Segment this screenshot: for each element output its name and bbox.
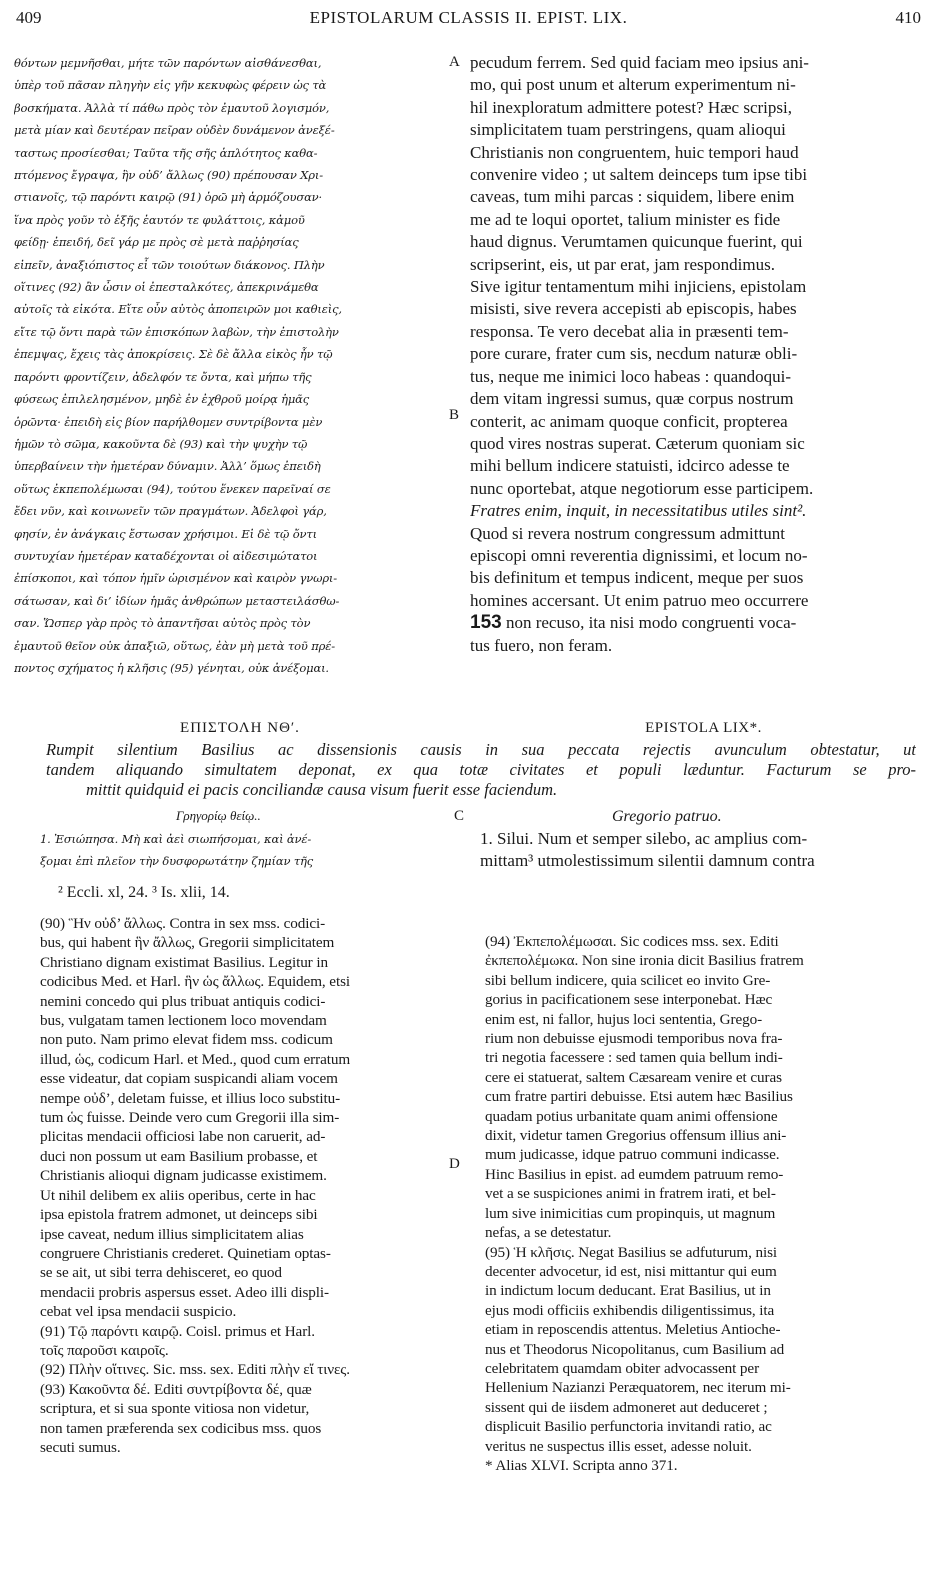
latin-text-line: caveas, tum mihi parcas : siquidem, libere enim [470, 187, 795, 207]
latin-text-line: misisti, sive revera accepisti ab episcopis, habes [470, 299, 797, 319]
note-line: mendacii probris aspersus esset. Adeo illi displi- [40, 1283, 329, 1301]
note-line: tri negotia facessere : sed tamen quia bellum indi- [485, 1049, 783, 1067]
greek-text-line: σάτωσαν, καὶ δι’ ἰδίων ἡμᾶς ἀνθρώπων μεταστειλάσθω- [14, 593, 340, 608]
note-line: cum fratre partiri debuisse. Etsi autem hæc Basilius [485, 1088, 793, 1106]
latin-text-line: convenire video ; ut saltem deinceps tum ipse tibi [470, 165, 808, 185]
note-line: (95) Ἡ κλῆσις. Negat Basilius se adfuturum, nisi [485, 1243, 778, 1261]
note-line: (92) Πλὴν οἵτινες. Sic. mss. sex. Editi πλὴν εἴ τινες. [40, 1361, 350, 1379]
page-number-right: 410 [895, 8, 921, 27]
greek-text-line: μετὰ μίαν καὶ δευτέραν πεῖραν οὐδὲν δυνάμενον ἀνεξέ- [14, 123, 335, 138]
summary-line: mittit quidquid ei pacis conciliandæ causa visum fuerit esse faciendum. [86, 780, 558, 799]
note-line: τοῖς παροῦσι καιροῖς. [40, 1341, 169, 1359]
note-line: (93) Κακοῦντα δέ. Editi συντρίβοντα δέ, quæ [40, 1380, 312, 1398]
note-line: ejus modi officiis exhibendis diligentissimus, ita [485, 1301, 775, 1319]
latin-text-column [470, 52, 925, 657]
greek-text-line: φησίν, ἐν ἀνάγκαις ἔστωσαν χρήσιμοι. Εἰ δὲ τῷ ὄντι [14, 526, 317, 541]
note-line: Christiano dignam existimat Basilius. Legitur in [40, 953, 328, 971]
epistle-title-latin: EPISTOLA LIX*. [645, 720, 762, 736]
note-line: celebritatem quamdam obiter advocassent per [485, 1359, 760, 1377]
note-line: Hellenium Nazianzi Peræquatorem, nec iterum mi- [485, 1379, 791, 1397]
note-line: Ut nihil delibem ex aliis operibus, certe in hac [40, 1186, 316, 1204]
epistle-title-greek: ΕΠΙΣΤΟΛΗ ΝΘ′. [180, 720, 300, 736]
latin-text-line: Sive igitur tentamentum mihi injiciens, epistolam [470, 277, 807, 297]
greek-text-line: πτόμενος ἔγραψα, ἣν οὐδ’ ἄλλως (90) πρέπουσαν Χρι- [14, 168, 323, 183]
latin-text-fragment: non recuso, ita nisi modo congruenti voca- [501, 613, 797, 633]
column-marker-b: B [449, 407, 460, 423]
greek-text-line: ἐμαυτοῦ θεῖον οὐκ ἀπαξιῶ, οὕτως, ἐὰν μὴ μετὰ τοῦ πρέ- [14, 638, 336, 653]
latin-text-line: tus, neque me inimici loco habeas : quandoqui- [470, 366, 792, 386]
note-line: se se ait, ut sibi terra dehisceret, eo quod [40, 1264, 282, 1282]
scripture-references: ² Eccli. xl, 24. ³ Is. xlii, 14. [58, 884, 230, 901]
summary-line: tandem aliquando simultatem deponat, ex qua totæ civitates et populi læduntur. Facturum se pro- [46, 760, 916, 779]
note-line: secuti sumus. [40, 1438, 121, 1456]
greek-text-line: σαν. Ὥσπερ γὰρ πρὸς τὸ ἀπαντῆσαι αὐτὸς πρὸς τὸν [14, 616, 311, 631]
note-line: displicuit Basilio perfunctoria invitandi ratio, ac [485, 1418, 772, 1436]
latin-text-line: me ad te loqui oportet, talium minister es fide [470, 209, 781, 229]
greek-text-line: ἐπεμψας, ἔχεις τὰς ἀποκρίσεις. Σὲ δὲ ἄλλα εἰκὸς ἦν τῷ [14, 347, 333, 362]
latin-text-line: mihi bellum indicere statuisti, idcirco adesse te [470, 456, 790, 476]
salutation-greek: Γρηγορίῳ θείῳ.. [176, 808, 261, 823]
greek-text-line: οὕτως ἐκπεπολέμωσαι (94), τούτου ἕνεκεν παρεῖναί σε [14, 481, 331, 496]
note-line: rium non debuisse ejusmodi temporibus nova fra- [485, 1030, 783, 1048]
greek-text-line: συντυχίαν ἡμετέραν καταδέχονται οἱ αἰδεσιμώτατοι [14, 548, 318, 563]
latin-text-line: episcopi omni reverentia dignissimi, et locum no- [470, 545, 808, 565]
greek-text-line: εἴτε τῷ ὄντι παρὰ τῶν ἐπισκόπων λαβὼν, τὴν ἐπιστολὴν [14, 324, 339, 339]
latin-text-line: hil inexploratum admittere potest? Hæc scripsi, [470, 97, 792, 117]
latin-text-line: homines accersant. Ut enim patruo meo occurrere [470, 590, 809, 610]
greek-text-line: στιανοῖς, τῷ παρόντι καιρῷ (91) ὁρῶ μὴ ἁρμόζουσαν· [14, 190, 323, 205]
note-line: esse videatur, dat copiam suspicandi aliam vocem [40, 1070, 338, 1088]
latin-text-line: quod vires nostras superat. Cæterum quoniam sic [470, 433, 805, 453]
note-line: (90) Ἣν οὐδ’ ἄλλως. Contra in sex mss. codici- [40, 915, 326, 932]
note-line: (91) Τῷ παρόντι καιρῷ. Coisl. primus et Harl. [40, 1322, 315, 1340]
greek-text-line: οἵτινες (92) ἂν ὦσιν οἱ ἐπεσταλκότες, ἀπεκρινάμεθα [14, 280, 319, 295]
latin-text-line [470, 612, 925, 634]
epistle-summary [46, 740, 916, 800]
salutation-latin: Gregorio patruo. [612, 808, 722, 825]
latin-text-line: simplicitatem tuam perstringens, quam alioqui [470, 120, 786, 140]
latin-text-line: dem vitam ingressi sumus, quæ corpus nostrum [470, 389, 794, 409]
note-line: non tamen præferenda sex codicibus mss. quos [40, 1419, 322, 1437]
running-title: EPISTOLARUM CLASSIS II. EPIST. LIX. [309, 8, 628, 27]
note-line: nempe οὐδ’, deletam fuisse, et illius loco substitu- [40, 1089, 341, 1107]
note-line: mum judicasse, idque patruo communi indicasse. [485, 1146, 780, 1164]
note-line: illud, ὡς, codicum Harl. et Med., quod cum erratum [40, 1050, 351, 1068]
latin-text-line: Quod si revera nostrum congressum admittunt [470, 523, 785, 543]
latin-opening-line: mittam³ utmolestissimum silentii damnum contra [480, 851, 815, 871]
column-marker-c: C [454, 808, 465, 824]
latin-text-line: Christianis non congruentem, huic tempori haud [470, 142, 799, 162]
greek-text-line: ἐπίσκοποι, καὶ τόπον ἡμῖν ὡρισμένον καὶ καιρὸν γνωρι- [14, 571, 338, 586]
latin-scripture-quote: Fratres enim, inquit, in necessitatibus utiles sint². [470, 501, 807, 521]
note-line: bus, vulgatam tamen lectionem loco movendam [40, 1012, 327, 1030]
note-line: * Alias XLVI. Scripta anno 371. [485, 1456, 678, 1474]
note-line: veritus ne suspectus illis esset, adesse noluit. [485, 1437, 752, 1455]
running-header [16, 8, 921, 30]
greek-text-line: θόντων μεμνῆσθαι, μήτε τῶν παρόντων αἰσθάνεσθαι, [14, 56, 322, 70]
latin-text-line: pore curare, frater cum sis, necdum naturæ obli- [470, 344, 798, 364]
greek-text-line: ὑπὲρ τοῦ πᾶσαν πληγὴν εἰς γῆν κεκυφὼς φέρειν ὡς τὰ [14, 78, 327, 93]
summary-line: Rumpit silentium Basilius ac dissensionis causis in sua peccata rejectis avunculum obtestatur, ut [46, 740, 916, 759]
page-number-left: 409 [16, 8, 42, 27]
note-line: (94) Ἐκπεπολέμωσαι. Sic codices mss. sex. Editi [485, 933, 779, 950]
note-line: enim est, ni fallor, hujus loci sententia, Grego- [485, 1010, 763, 1028]
latin-opening-line: 1. Silui. Num et semper silebo, ac amplius com- [480, 829, 808, 848]
greek-text-line: ἡμῶν τὸ σῶμα, κακοῦντα δὲ (93) καὶ τὴν ψυχὴν τῷ [14, 436, 308, 451]
note-line: cebat vel ipsa mendacii suspicio. [40, 1303, 237, 1321]
latin-text-line: conterit, ac animam quoque conficit, propterea [470, 411, 788, 431]
column-marker-a: A [449, 54, 460, 70]
greek-text-line: ἵνα πρὸς γοῦν τὸ ἑξῆς ἑαυτόν τε φυλάττοις, κἀμοῦ [14, 212, 305, 227]
latin-text-line: haud dignus. Verumtamen quicunque fuerint, qui [470, 232, 803, 252]
latin-text-line: nunc oportebat, atque negotiorum esse participem. [470, 478, 814, 498]
note-line: duci non possum ut eam Basilium probasse, et [40, 1147, 318, 1165]
notes-right-column [485, 932, 925, 1572]
note-line: decenter advocetur, id est, nisi mittantur qui eum [485, 1262, 777, 1280]
latin-text-line: tus fuero, non feram. [470, 635, 613, 655]
note-line: gorius in pacificationem sese interponebat. Hæc [485, 991, 773, 1009]
epistle-title-row [0, 720, 937, 742]
latin-text-line: responsa. Te vero decebat alia in præsenti tem- [470, 321, 789, 341]
greek-text-line: ταστως προσίεσθαι; Ταῦτα τῆς σῆς ἁπλότητος καθα- [14, 145, 318, 160]
note-line: nemini concedo qui plus tribuat antiquis codici- [40, 992, 326, 1010]
latin-text-line: pecudum ferrem. Sed quid faciam meo ipsius ani- [470, 53, 809, 72]
greek-opening-line: ξομαι ἐπὶ πλεῖον τὴν δυσφορωτάτην ζημίαν τῆς [40, 854, 314, 869]
note-line: nus et Theodorus Nicopolitanus, cum Basilium ad [485, 1340, 785, 1358]
note-line: Hinc Basilius in epist. ad eumdem patruum remo- [485, 1165, 784, 1183]
note-line: ipsa epistola fratrem admonet, ut deinceps sibi [40, 1206, 318, 1224]
greek-opening-line: 1. Ἐσιώπησα. Μὴ καὶ ἀεὶ σιωπήσομαι, καὶ ἀνέ- [40, 832, 312, 846]
note-line: plicitas mendacii officiosi labe non caruerit, ad- [40, 1128, 326, 1146]
note-line: lum sive inimicitias cum propinquis, ut magnum [485, 1204, 776, 1222]
edition-page-number: 153 [470, 612, 502, 634]
note-line: sissent qui de iisdem admoneret aut deduceret ; [485, 1398, 768, 1416]
note-line: non puto. Nam primo elevat fidem mss. codicum [40, 1031, 333, 1049]
note-line: in indictum locum deducant. Erat Basilius, ut in [485, 1282, 771, 1300]
latin-opening-lines [480, 828, 925, 873]
greek-text-line: παρόντι φροντίζειν, ἀδελφόν τε ὄντα, καὶ μήπω τῆς [14, 369, 312, 384]
note-line: etiam in reposcendis attentus. Meletius Antioche- [485, 1321, 781, 1339]
latin-text-line: mo, qui post unum et alterum experimentum ni- [470, 75, 796, 95]
greek-text-line: φείδῃ· ἐπειδή, δεῖ γάρ με πρὸς σὲ μετὰ παῤῥησίας [14, 235, 299, 250]
note-line: bus, qui habent ἣν ἄλλως, Gregorii simplicitatem [40, 934, 335, 952]
latin-text-line: bis definitum et tempus indicent, meque per suos [470, 568, 804, 588]
latin-text-line: scripserint, eis, ut par erat, jam respondimus. [470, 254, 775, 274]
note-line: codicibus Med. et Harl. ἣν ὡς ἄλλως. Equidem, etsi [40, 973, 350, 991]
note-line: cere ei statuerat, saltem Cæsaream venire et curas [485, 1068, 782, 1086]
greek-text-line: ὑπερβαίνειν τὴν ἡμετέραν δύναμιν. Ἀλλ’ ὅμως ἐπειδὴ [14, 459, 321, 474]
note-line: sibi bellum indicere, quia scilicet eo invito Gre- [485, 971, 771, 989]
note-line: tum ὡς fuisse. Deinde vero cum Gregorii illa sim- [40, 1109, 340, 1127]
notes-left-column [40, 914, 450, 1554]
greek-text-line: ποντος σχήματος ἡ κλῆσις (95) γένηται, οὐκ ἀνέξομαι. [14, 660, 329, 675]
note-line: vet a se suspiciones animi in fratrem irati, et bel- [485, 1185, 776, 1203]
column-marker-d: D [449, 1156, 460, 1172]
greek-opening-lines [40, 828, 445, 873]
greek-text-line: βοσκήματα. Ἀλλὰ τί πάθω πρὸς τὸν ἐμαυτοῦ λογισμόν, [14, 100, 330, 115]
greek-text-line: αὐτοῖς τὰ εἰκότα. Εἴτε οὖν αὐτὸς ἀποπειρῶν μοι καθιεὶς, [14, 302, 342, 317]
note-line: ipse caveat, nedum illius simplicitatem alias [40, 1225, 304, 1243]
note-line: nefas, a se detestatur. [485, 1224, 612, 1242]
greek-text-column [14, 52, 444, 679]
greek-text-line: φύσεως ἐπιλελησμένον, μηδὲ ἐν ἐχθροῦ μοίρᾳ ἡμᾶς [14, 392, 310, 407]
greek-text-line: ἔδει νῦν, καὶ κοινωνεῖν τῶν πραγμάτων. Ἀδελφοὶ γάρ, [14, 504, 327, 519]
note-line: scriptura, et si sua sponte vitiosa non videtur, [40, 1400, 310, 1418]
note-line: quadam potius urbanitate quam animi offensione [485, 1107, 778, 1125]
greek-text-line: ὁρῶντα· ἐπειδὴ εἰς βίον παρήλθομεν συντρίβοντα μὲν [14, 414, 323, 429]
note-line: congruere Christianis crederet. Quinetiam optas- [40, 1244, 331, 1262]
greek-text-line: εἰπεῖν, ἀναξιόπιστος εἶ τῶν τοιούτων διάκονος. Πλὴν [14, 257, 325, 272]
note-line: ἐκπεπολέμωκα. Non sine ironia dicit Basilius fratrem [485, 952, 804, 970]
note-line: Christianis alioqui dignam judicasse existimem. [40, 1167, 327, 1185]
note-line: dixit, videtur tamen Gregorius offensum illius ani- [485, 1127, 787, 1145]
